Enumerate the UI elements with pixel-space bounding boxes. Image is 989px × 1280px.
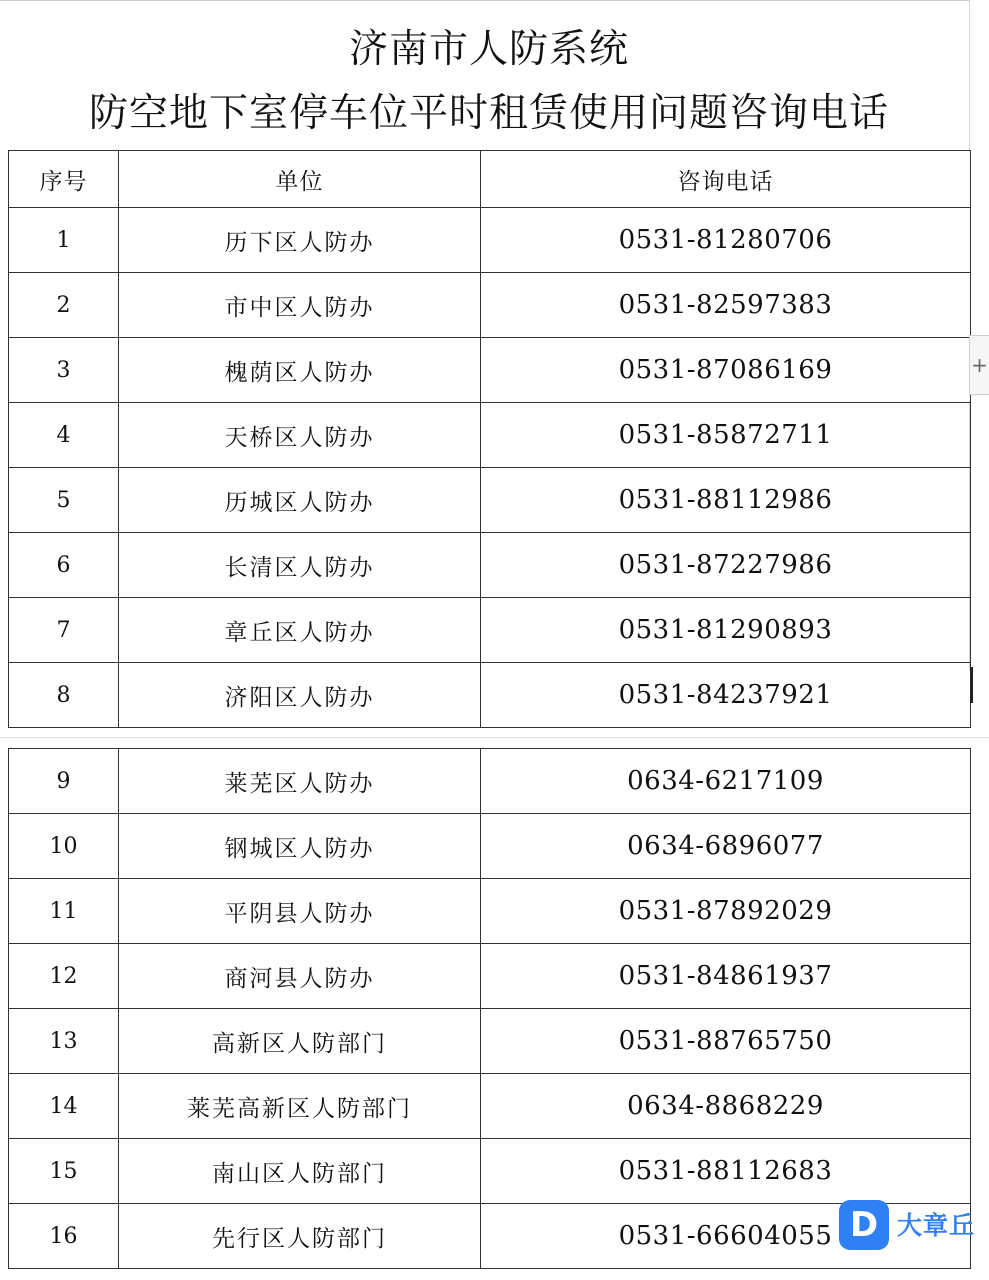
row-unit: 先行区人防部门 [119,1204,481,1269]
row-unit: 章丘区人防办 [119,598,481,663]
row-no: 6 [9,533,119,598]
row-unit: 济阳区人防办 [119,663,481,728]
table-row [9,1009,971,1074]
table-row [9,814,971,879]
row-unit: 平阴县人防办 [119,879,481,944]
row-phone[interactable]: 0531-88112986 [481,468,971,533]
plus-icon: + [971,353,988,377]
document-title-line-1: 济南市人防系统 [348,27,629,72]
row-no: 13 [9,1009,119,1074]
row-phone[interactable]: 0531-85872711 [481,403,971,468]
row-no: 14 [9,1074,119,1139]
row-unit: 历下区人防办 [119,208,481,273]
row-phone[interactable]: 0634-6217109 [481,749,971,814]
table-header-row [9,151,971,208]
document-title-line-2: 防空地下室停车位平时租赁使用问题咨询电话 [88,91,889,136]
row-no: 8 [9,663,119,728]
watermark-logo [839,1200,889,1250]
row-no: 11 [9,879,119,944]
row-phone[interactable]: 0531-66604055 [481,1204,971,1269]
header-no: 序号 [9,151,119,208]
row-no: 2 [9,273,119,338]
phone-table-page-2 [8,748,971,1269]
table-row [9,533,971,598]
row-no: 1 [9,208,119,273]
table-row [9,468,971,533]
table-row [9,944,971,1009]
row-no: 10 [9,814,119,879]
table-row [9,663,971,728]
row-phone[interactable]: 0531-87892029 [481,879,971,944]
row-no: 12 [9,944,119,1009]
watermark [839,1196,985,1254]
row-phone[interactable]: 0531-81290893 [481,598,971,663]
text-cursor-marker [970,667,973,703]
row-unit: 商河县人防办 [119,944,481,1009]
header-unit: 单位 [119,151,481,208]
row-unit: 高新区人防部门 [119,1009,481,1074]
row-unit: 南山区人防部门 [119,1139,481,1204]
row-no: 15 [9,1139,119,1204]
row-phone[interactable]: 0531-88112683 [481,1139,971,1204]
phone-table-page-1 [8,150,971,728]
header-phone: 咨询电话 [481,151,971,208]
row-phone[interactable]: 0531-84861937 [481,944,971,1009]
table-row [9,879,971,944]
table-row [9,598,971,663]
row-unit: 长清区人防办 [119,533,481,598]
row-no: 7 [9,598,119,663]
row-unit: 莱芜区人防办 [119,749,481,814]
watermark-logo-letter: D [849,1205,879,1245]
row-unit: 莱芜高新区人防部门 [119,1074,481,1139]
table-row [9,749,971,814]
row-unit: 天桥区人防办 [119,403,481,468]
side-add-button[interactable] [969,335,989,395]
row-phone[interactable]: 0634-6896077 [481,814,971,879]
row-phone[interactable]: 0531-82597383 [481,273,971,338]
page-break-line [0,737,989,738]
table-row [9,1074,971,1139]
watermark-text: 大章丘 [897,1211,976,1240]
table-row [9,208,971,273]
table-row [9,273,971,338]
row-no: 5 [9,468,119,533]
row-unit: 市中区人防办 [119,273,481,338]
row-no: 3 [9,338,119,403]
row-no: 9 [9,749,119,814]
page-top-edge [0,0,969,1]
table-row [9,403,971,468]
table-row [9,338,971,403]
row-unit: 钢城区人防办 [119,814,481,879]
table-row [9,1139,971,1204]
row-unit: 历城区人防办 [119,468,481,533]
row-no: 4 [9,403,119,468]
table-row [9,1204,971,1269]
row-phone[interactable]: 0531-84237921 [481,663,971,728]
row-phone[interactable]: 0531-88765750 [481,1009,971,1074]
row-phone[interactable]: 0634-8868229 [481,1074,971,1139]
row-phone[interactable]: 0531-81280706 [481,208,971,273]
row-unit: 槐荫区人防办 [119,338,481,403]
row-no: 16 [9,1204,119,1269]
row-phone[interactable]: 0531-87227986 [481,533,971,598]
row-phone[interactable]: 0531-87086169 [481,338,971,403]
